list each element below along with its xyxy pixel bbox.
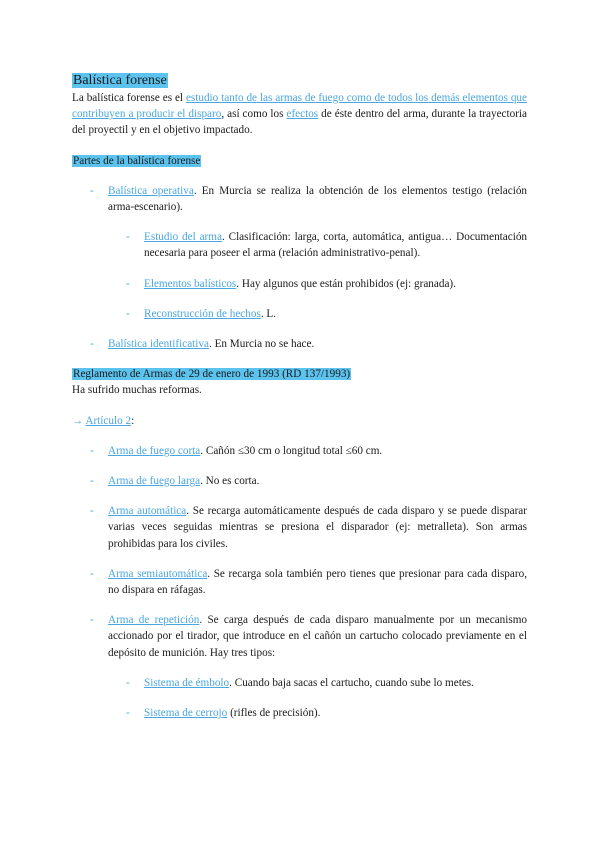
list-dash: -	[90, 505, 94, 518]
item-text: . En Murcia se realiza la obtención de los elementos testigo (relación arma-escenario).	[108, 184, 528, 214]
title-highlight: Balística forense	[73, 73, 167, 88]
item-text: . No es corta.	[200, 475, 260, 488]
list-dash: -	[126, 231, 130, 244]
intro-text-2: , así como los	[221, 108, 287, 121]
list-dash: -	[90, 475, 94, 488]
list-item-arma-automatica	[90, 503, 527, 552]
list-item-arma-corta	[90, 443, 527, 459]
link-balistica-identificativa[interactable]: Balística identificativa	[108, 338, 209, 351]
item-text: . Se recarga sola también pero tienes que presionar para cada disparo, no dispara en ráfagas.	[108, 567, 527, 597]
link-sistema-de-cerrojo[interactable]: Sistema de cerrojo	[144, 707, 228, 720]
link-balistica-operativa[interactable]: Balística operativa	[108, 184, 194, 197]
list-item-arma-semiautomatica	[90, 566, 527, 598]
list-item-arma-larga	[90, 473, 527, 489]
list-dash: -	[90, 614, 94, 627]
link-arma-de-fuego-corta[interactable]: Arma de fuego corta	[108, 444, 201, 457]
list-item-sistema-de-cerrojo	[126, 705, 527, 721]
articulo-line	[72, 413, 527, 429]
item-text: . Hay algunos que están prohibidos (ej: granada).	[236, 277, 456, 290]
link-reconstruccion-de-hechos[interactable]: Reconstrucción de hechos	[144, 307, 261, 320]
intro-link-estudio[interactable]: estudio tanto de las armas de fuego como de todos los demás elementos que contribuyen a producir el disparo	[72, 92, 527, 121]
list-item-elementos-balisticos	[126, 276, 527, 292]
arrow-right-icon: →	[72, 414, 84, 427]
reglamento-heading-highlight: Reglamento de Armas de 29 de enero de 1993 (RD 137/1993)	[73, 368, 351, 381]
list-dash: -	[90, 338, 94, 351]
reglamento-heading	[72, 366, 527, 382]
list-item-balistica-identificativa	[90, 336, 527, 352]
item-text: . Clasificación: larga, corta, automática, antigua… Documentación necesaria para poseer el arma (relación administrativo-penal).	[144, 231, 528, 260]
list-item-sistema-de-embolo	[126, 675, 527, 691]
link-arma-de-repeticion[interactable]: Arma de repetición	[108, 614, 200, 627]
list-dash: -	[126, 707, 130, 720]
item-text: . En Murcia no se hace.	[208, 338, 315, 351]
item-text: . Se carga después de cada disparo manualmente por un mecanismo accionado por el tirador, que introduce en el cañón un cartucho colocado previamente en el depósito de munición. Hay tres tipos:	[108, 614, 528, 659]
item-text: . Se recarga automáticamente después de cada disparo y se puede disparar varias veces seguidas mientras se presiona el disparador (ej: metralleta). Son armas prohibidas para los civiles.	[108, 505, 527, 550]
list-dash: -	[126, 277, 130, 290]
partes-heading	[72, 153, 527, 169]
articulo-colon: :	[131, 414, 135, 427]
link-estudio-del-arma[interactable]: Estudio del arma	[144, 231, 222, 244]
link-sistema-de-embolo[interactable]: Sistema de émbolo	[144, 676, 230, 689]
list-item-arma-de-repeticion	[90, 612, 528, 661]
list-item-estudio-del-arma	[126, 229, 528, 261]
list-item-balistica-operativa	[90, 183, 528, 215]
intro-paragraph	[72, 90, 527, 139]
intro-text-1: La balística forense es el	[72, 92, 186, 104]
list-dash: -	[90, 184, 94, 197]
list-dash: -	[126, 676, 130, 689]
intro-link-efectos[interactable]: efectos	[286, 108, 319, 121]
document-title	[72, 72, 527, 90]
link-articulo-2[interactable]: Artículo 2	[85, 414, 132, 427]
link-arma-de-fuego-larga[interactable]: Arma de fuego larga	[108, 475, 201, 488]
link-arma-automatica[interactable]: Arma automática	[108, 505, 187, 518]
list-dash: -	[90, 567, 94, 580]
link-arma-semiautomatica[interactable]: Arma semiautomática	[108, 567, 208, 580]
item-text: . Cuando baja sacas el cartucho, cuando sube lo metes.	[229, 676, 474, 689]
link-elementos-balisticos[interactable]: Elementos balísticos	[144, 277, 237, 290]
item-text: (rifles de precisión).	[227, 707, 321, 720]
list-dash: -	[126, 307, 130, 320]
item-text: . L.	[260, 307, 277, 320]
item-text: . Cañón ≤30 cm o longitud total ≤60 cm.	[200, 444, 383, 457]
partes-heading-highlight: Partes de la balística forense	[73, 154, 201, 167]
reglamento-text: Ha sufrido muchas reformas.	[72, 384, 202, 397]
intro-text-3: de éste dentro del arma, durante la trayectoria del proyectil y en el objetivo impactado.	[72, 108, 527, 137]
list-dash: -	[90, 444, 94, 457]
document-page	[72, 72, 527, 721]
list-item-reconstruccion-de-hechos	[126, 306, 527, 322]
